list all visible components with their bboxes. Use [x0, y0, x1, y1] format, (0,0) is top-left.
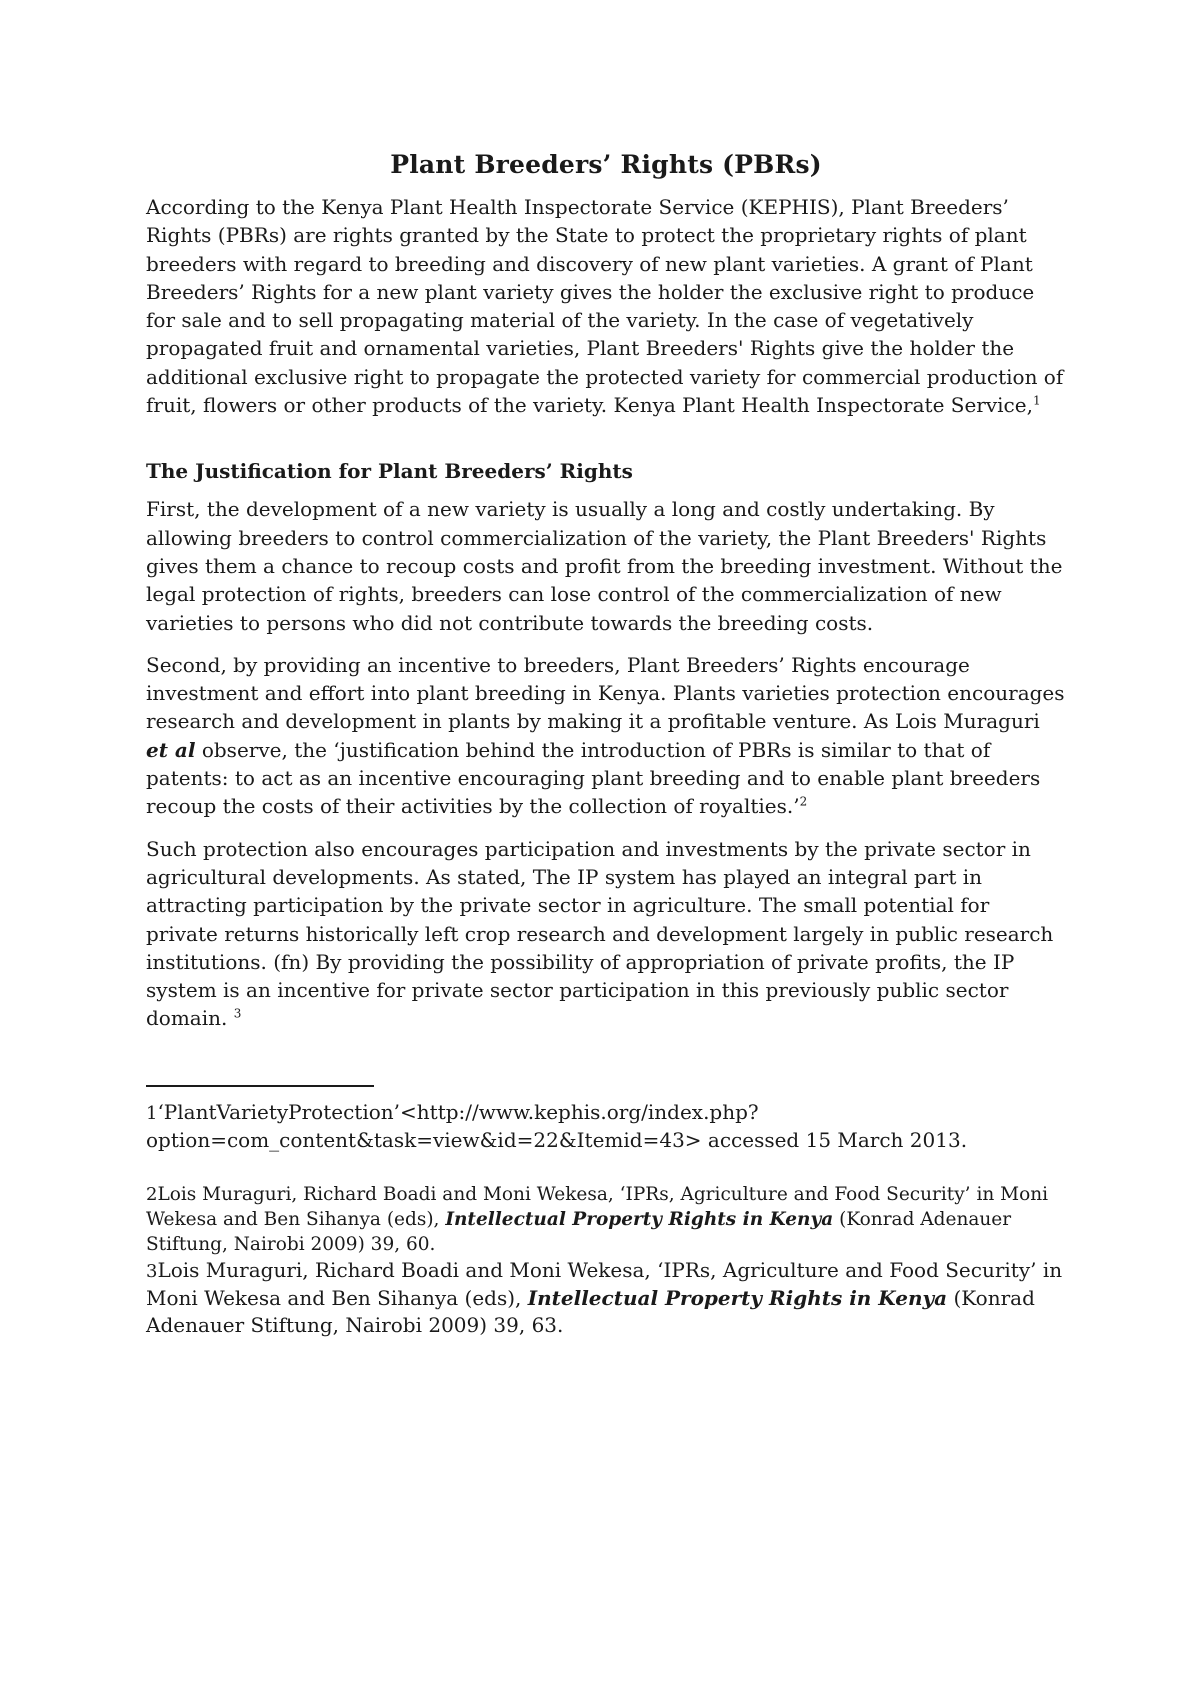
footnote-3: [146, 1257, 1066, 1339]
footnote-3-book-title: Intellectual Property Rights in Kenya: [527, 1285, 948, 1310]
paragraph-first: First, the development of a new variety is usually a long and costly undertaking. By allowing breeders to control commercialization of the variety, the Plant Breeders' Rights gives them a chance to recoup costs and profit from the breeding investment. Without the legal protection of rights, breeders can lose control of the commercialization of new varieties to persons who did not contribute towards the breeding costs.: [146, 497, 1063, 635]
footnote-3-text-a: Lois Muraguri, Richard Boadi and Moni Wekesa, ‘IPRs, Agriculture and Food Security’ in Moni Wekesa and Ben Sihanya (eds),: [146, 1257, 1063, 1310]
paragraph-third: [146, 835, 1066, 1033]
footnote-ref-3[interactable]: 3: [233, 1006, 242, 1021]
intro-paragraph: [146, 193, 1066, 419]
paragraph-second: [146, 651, 1066, 821]
footnote-ref-1[interactable]: 1: [1032, 393, 1041, 408]
paragraph-second-text-b: observe, the ‘justification behind the introduction of PBRs is similar to that of patents: to act as an incentive encouraging plant breeding and to enable plant breeders recoup the costs of their activities by the collection of royalties.’: [146, 737, 1041, 819]
paragraph-second-text-a: Second, by providing an incentive to breeders, Plant Breeders’ Rights encourage investment and effort into plant breeding in Kenya. Plants varieties protection encourages research and development in plants by making it a profitable venture. As Lois Muraguri: [146, 652, 1065, 734]
intro-text: According to the Kenya Plant Health Inspectorate Service (KEPHIS), Plant Breeders’ Rights (PBRs) are rights granted by the State to protect the proprietary rights of plant breeders with regard to breeding and discovery of new plant varieties. A grant of Plant Breeders’ Rights for a new plant variety gives the holder the exclusive right to produce for sale and to sell propagating material of the variety. In the case of vegetatively propagated fruit and ornamental varieties, Plant Breeders' Rights give the holder the additional exclusive right to propagate the protected variety for commercial production of fruit, flowers or other products of the variety. Kenya Plant Health Inspectorate Service,: [146, 195, 1064, 418]
footnote-2-text-a: Lois Muraguri, Richard Boadi and Moni Wekesa, ‘IPRs, Agriculture and Food Security’ in Moni Wekesa and Ben Sihanya (eds),: [146, 1183, 1049, 1230]
document-page: [146, 138, 1066, 1339]
footnote-1-text: ‘PlantVarietyProtection’<http://www.kephis.org/index.php? option=com_content&task=view&id=22&Itemid=43> accessed 15 March 2013.: [146, 1099, 968, 1152]
footnote-ref-2[interactable]: 2: [799, 794, 808, 809]
footnote-1-number: 1: [146, 1102, 158, 1124]
footnote-1: [146, 1099, 1066, 1154]
footnote-separator: [146, 1085, 374, 1087]
page-title: Plant Breeders’ Rights (PBRs): [390, 150, 822, 179]
paragraph-third-text: Such protection also encourages participation and investments by the private sector in agricultural developments. As stated, The IP system has played an integral part in attracting participation by the private sector in agriculture. The small potential for private returns historically left crop research and development largely in public research institutions. (fn) By providing the possibility of appropriation of private profits, the IP system is an incentive for private sector participation in this previously public sector domain.: [146, 836, 1054, 1031]
footnote-3-number: 3: [146, 1260, 158, 1282]
footnote-2: [146, 1182, 1066, 1257]
section-heading: The Justification for Plant Breeders’ Rights: [146, 459, 633, 484]
footnote-2-number: 2: [146, 1183, 158, 1205]
et-al-text: et al: [146, 737, 196, 762]
footnote-2-text-b: (Konrad Adenauer Stiftung, Nairobi 2009) 39, 60.: [146, 1208, 1012, 1255]
footnote-2-book-title: Intellectual Property Rights in Kenya: [445, 1208, 834, 1230]
footnote-3-text-b: (Konrad Adenauer Stiftung, Nairobi 2009) 39, 63.: [146, 1285, 1035, 1337]
